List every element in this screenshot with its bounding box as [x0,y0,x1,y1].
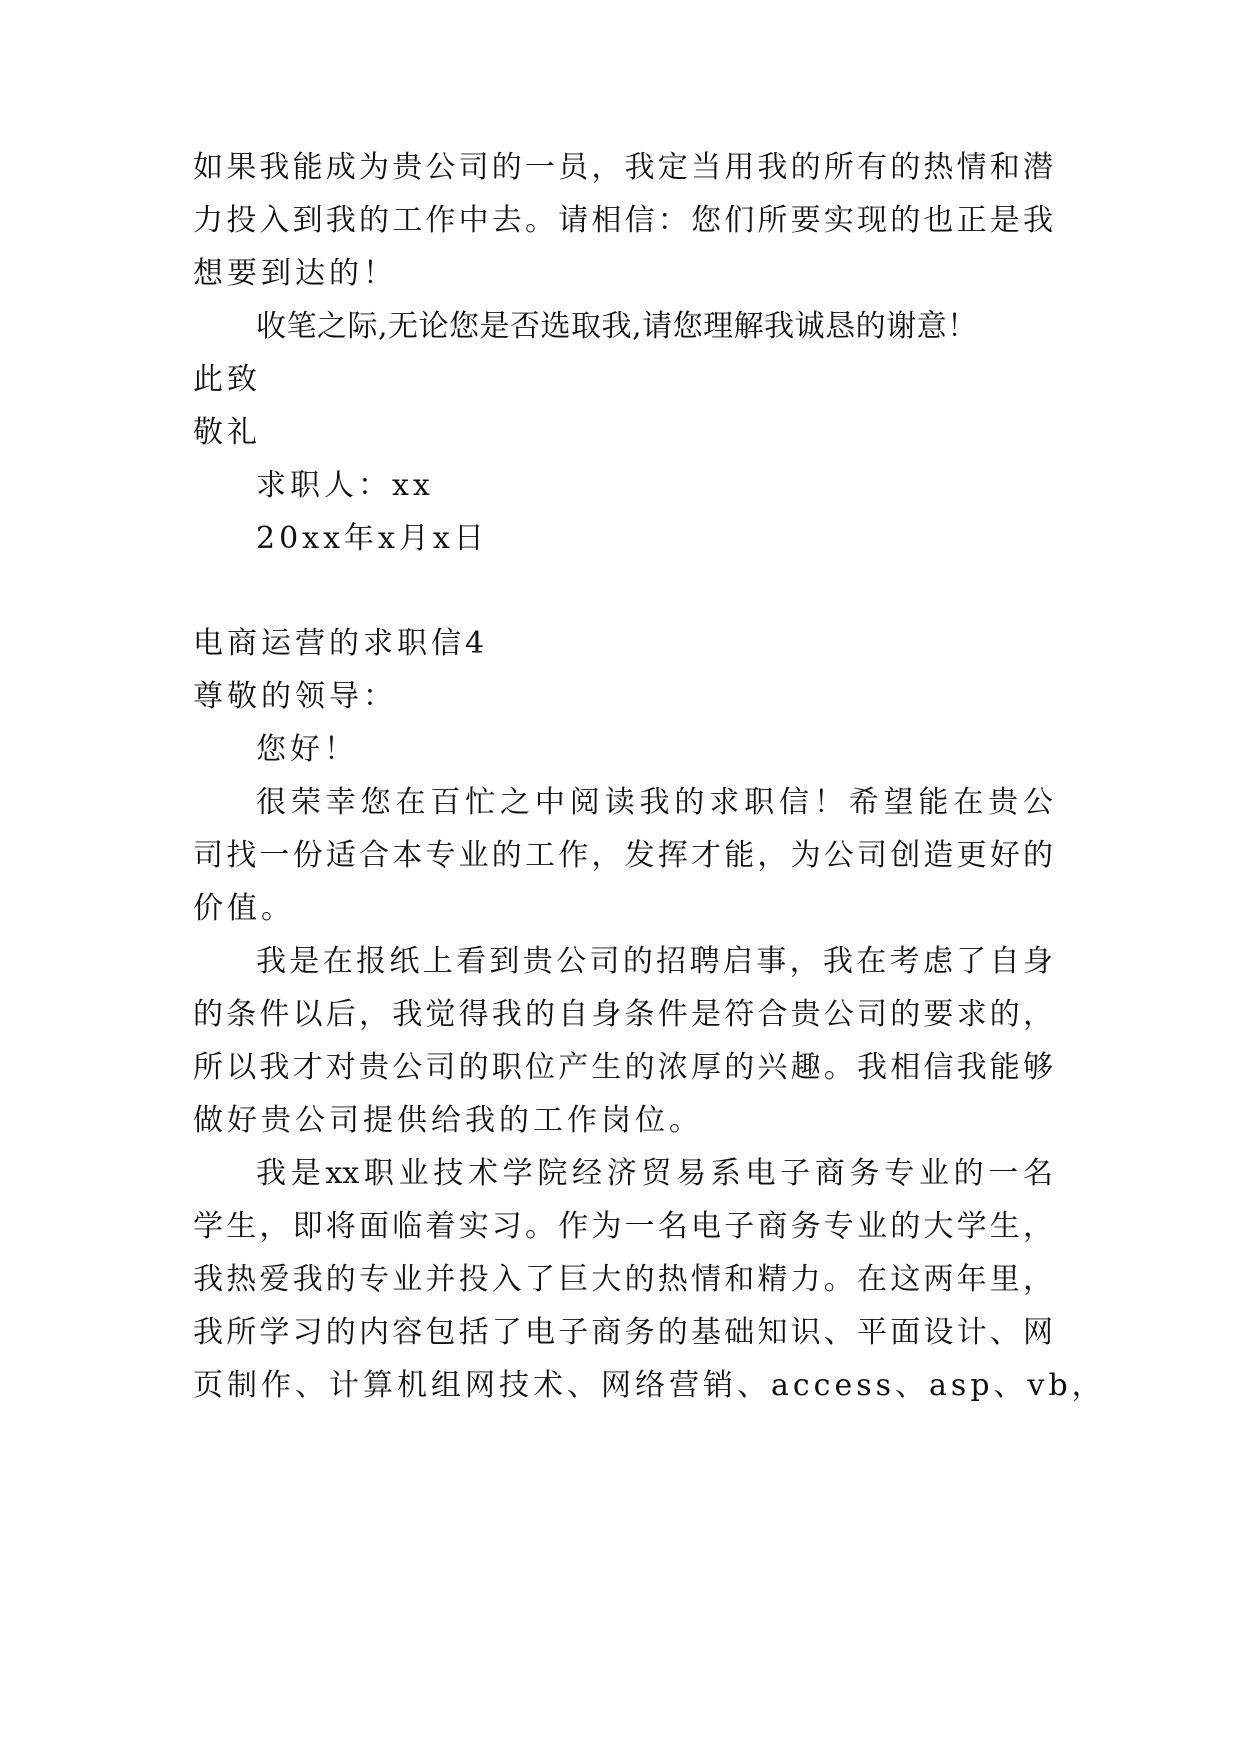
salutation-line: 此致 [193,362,261,397]
greeting: 尊敬的领导： [193,679,397,714]
closing-paragraph: 收笔之际,无论您是否选取我,请您理解我诚恳的谢意！ [256,309,978,344]
paragraph-line: 做好贵公司提供给我的工作岗位。 [193,1103,703,1138]
paragraph-line: 想要到达的！ [193,256,397,291]
paragraph-line: 我是xx职业技术学院经济贸易系电子商务专业的一名 [256,1156,1053,1191]
hello-line: 您好！ [256,732,358,767]
letter-title: 电商运营的求职信4 [193,626,489,661]
paragraph-line: 所以我才对贵公司的职位产生的浓厚的兴趣。我相信我能够 [193,1050,1053,1085]
paragraph-line: 如果我能成为贵公司的一员，我定当用我的所有的热情和潜 [193,150,1053,185]
paragraph-line: 司找一份适合本专业的工作，发挥才能，为公司创造更好的 [193,838,1053,873]
salutation-line: 敬礼 [193,415,261,450]
signature: 求职人：xx [256,468,434,503]
paragraph-line: 我是在报纸上看到贵公司的招聘启事，我在考虑了自身 [256,944,1053,979]
paragraph-line: 我所学习的内容包括了电子商务的基础知识、平面设计、网 [193,1315,1053,1350]
paragraph-line: 我热爱我的专业并投入了巨大的热情和精力。在这两年里， [193,1262,1053,1297]
paragraph-line: 价值。 [193,891,295,926]
date: 20xx年x月x日 [256,521,488,556]
paragraph-line: 力投入到我的工作中去。请相信：您们所要实现的也正是我 [193,203,1053,238]
paragraph-line: 学生，即将面临着实习。作为一名电子商务专业的大学生， [193,1209,1053,1244]
paragraph-line: 页制作、计算机组网技术、网络营销、access、asp、vb， [193,1368,1106,1403]
paragraph-line: 很荣幸您在百忙之中阅读我的求职信！希望能在贵公 [256,785,1053,820]
paragraph-line: 的条件以后，我觉得我的自身条件是符合贵公司的要求的， [193,997,1053,1032]
